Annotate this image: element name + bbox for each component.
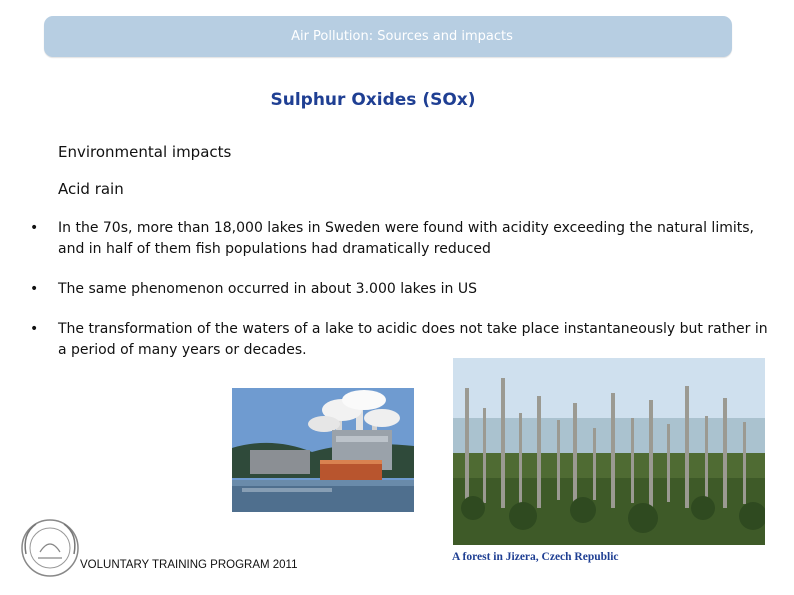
sub-heading: Acid rain: [58, 180, 124, 198]
bullet-text: In the 70s, more than 18,000 lakes in Sweden were found with acidity exceeding the natural limits, and in half of them fish populations had dramatically reduced: [58, 220, 754, 257]
bullet-list: [30, 218, 770, 380]
bullet-marker: •: [30, 321, 39, 337]
bullet-marker: •: [30, 281, 39, 297]
banner-title: Air Pollution: Sources and impacts: [291, 29, 513, 44]
forest-illustration: [453, 358, 765, 545]
section-heading: Environmental impacts: [58, 143, 232, 161]
bullet-item: [30, 279, 770, 300]
forest-caption: A forest in Jizera, Czech Republic: [452, 551, 619, 563]
program-label: VOLUNTARY TRAINING PROGRAM 2011: [80, 559, 298, 571]
factory-smokestacks-photo: [232, 388, 414, 512]
header-banner: [44, 16, 732, 57]
bullet-item: [30, 319, 770, 361]
bullet-marker: •: [30, 220, 39, 236]
dead-forest-photo: [453, 358, 765, 545]
slide-title: Sulphur Oxides (SOx): [270, 90, 476, 110]
bullet-item: [30, 218, 770, 260]
organization-seal-icon: [16, 514, 84, 582]
bullet-text: The same phenomenon occurred in about 3.000 lakes in US: [58, 281, 477, 297]
factory-illustration: [232, 388, 414, 512]
bullet-text: The transformation of the waters of a lake to acidic does not take place instantaneously but rather in a period of many years or decades.: [58, 321, 768, 358]
